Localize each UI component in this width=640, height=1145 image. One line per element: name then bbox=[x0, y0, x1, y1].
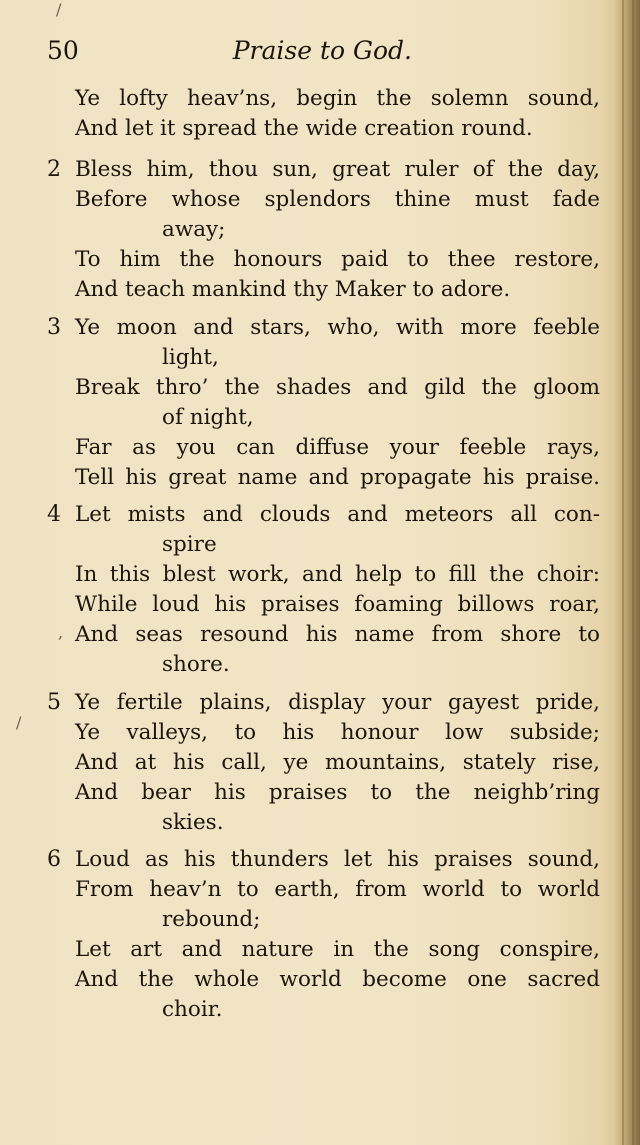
verse-line-turnover: of night, bbox=[162, 405, 254, 430]
verse-line: Before whose splendors thine must fade bbox=[75, 187, 600, 212]
verse-line: And at his call, ye mountains, stately rise, bbox=[75, 750, 600, 775]
stanza-number: 4 bbox=[47, 502, 61, 527]
verse-line: Break thro’ the shades and gild the gloom bbox=[75, 375, 600, 400]
running-title: Praise to God. bbox=[232, 36, 412, 65]
stanza-number: 3 bbox=[47, 315, 61, 340]
verse-line: And let it spread the wide creation round. bbox=[75, 116, 533, 141]
stanza-number: 5 bbox=[47, 690, 61, 715]
stanza-number: 2 bbox=[47, 157, 61, 182]
page-edge-line bbox=[632, 0, 634, 1145]
page-edge-line bbox=[622, 0, 624, 1145]
verse-line: To him the honours paid to thee restore, bbox=[75, 247, 600, 272]
verse-line: And teach mankind thy Maker to adore. bbox=[75, 277, 511, 302]
ink-mark: / bbox=[16, 713, 22, 732]
verse-line-turnover: choir. bbox=[162, 997, 223, 1022]
page-number: 50 bbox=[47, 36, 79, 65]
verse-line-turnover: rebound; bbox=[162, 907, 261, 932]
verse-line-turnover: away; bbox=[162, 217, 226, 242]
verse-line: Far as you can diffuse your feeble rays, bbox=[75, 435, 600, 460]
verse-line: While loud his praises foaming billows roar, bbox=[75, 592, 600, 617]
verse-line: And bear his praises to the neighb’ring bbox=[75, 780, 600, 805]
verse-line: Ye lofty heav’ns, begin the solemn sound, bbox=[75, 86, 600, 111]
verse-line: Ye moon and stars, who, with more feeble bbox=[75, 315, 600, 340]
verse-line: Loud as his thunders let his praises sound, bbox=[75, 847, 600, 872]
verse-line-turnover: shore. bbox=[162, 652, 230, 677]
verse-line-turnover: light, bbox=[162, 345, 219, 370]
verse-line: In this blest work, and help to fill the choir: bbox=[75, 562, 600, 587]
running-head bbox=[47, 36, 412, 70]
verse-line-turnover: spire bbox=[162, 532, 217, 557]
ink-mark: , bbox=[58, 623, 64, 642]
verse-line: Bless him, thou sun, great ruler of the day, bbox=[75, 157, 600, 182]
verse-line: Ye fertile plains, display your gayest pride, bbox=[75, 690, 600, 715]
page-edge-shadow bbox=[614, 0, 640, 1145]
verse-line: Ye valleys, to his honour low subside; bbox=[75, 720, 600, 745]
verse-line: Let art and nature in the song conspire, bbox=[75, 937, 600, 962]
verse-line: Let mists and clouds and meteors all con- bbox=[75, 502, 600, 527]
verse-line-turnover: skies. bbox=[162, 810, 224, 835]
verse-line: And seas resound his name from shore to bbox=[75, 622, 600, 647]
stanza-number: 6 bbox=[47, 847, 61, 872]
verse-line: Tell his great name and propagate his praise. bbox=[75, 465, 600, 490]
ink-mark: / bbox=[56, 0, 62, 19]
verse-line: And the whole world become one sacred bbox=[75, 967, 600, 992]
verse-line: From heav’n to earth, from world to world bbox=[75, 877, 600, 902]
